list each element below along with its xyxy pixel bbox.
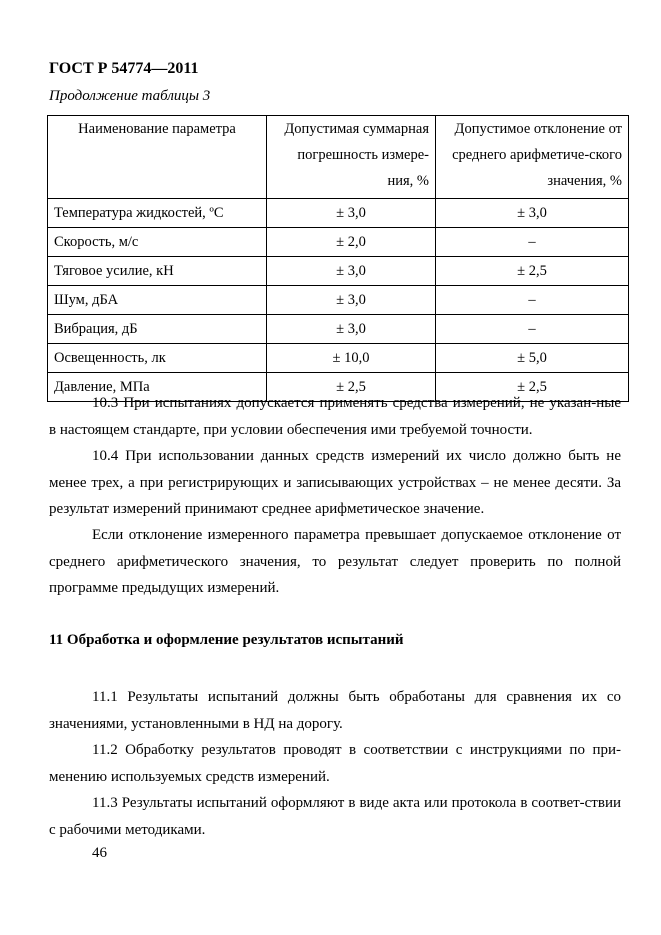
row-name: Вибрация, дБ	[48, 315, 267, 344]
paragraph-10-4: 10.4 При использовании данных средств измерений их число должно быть не менее трех, а при регистрирующих и записывающих устройствах – не менее десяти. За результат измерений принимают среднее арифметическое значение.	[49, 448, 621, 517]
row-total-error: ± 2,0	[267, 228, 436, 257]
table-row	[48, 257, 629, 286]
row-name: Освещенность, лк	[48, 344, 267, 373]
document-header: ГОСТ Р 54774—2011	[49, 60, 199, 77]
section-title: 11 Обработка и оформление результатов испытаний	[49, 632, 404, 648]
row-name: Температура жидкостей, ºС	[48, 199, 267, 228]
row-deviation: ± 5,0	[436, 344, 629, 373]
header-parameter-name: Наименование параметра	[48, 116, 267, 199]
parameters-table	[47, 115, 629, 402]
paragraph-10-3: 10.3 При испытаниях допускается применять средства измерений, не указан-ные в настоящем стандарте, при условии обеспечения ими требуемой точности.	[49, 395, 621, 438]
table-caption: Продолжение таблицы 3	[49, 88, 211, 104]
page-number: 46	[92, 845, 107, 861]
paragraph-11-3: 11.3 Результаты испытаний оформляют в виде акта или протокола в соответ-ствии с рабочими методиками.	[49, 795, 621, 838]
row-deviation: –	[436, 228, 629, 257]
row-total-error: ± 3,0	[267, 199, 436, 228]
row-deviation: –	[436, 286, 629, 315]
table-row	[48, 199, 629, 228]
row-name: Тяговое усилие, кН	[48, 257, 267, 286]
row-total-error: ± 3,0	[267, 315, 436, 344]
table-row	[48, 286, 629, 315]
paragraph-11-2: 11.2 Обработку результатов проводят в соответствии с инструкциями по при-менению используемых средств измерений.	[49, 742, 621, 785]
table-row	[48, 344, 629, 373]
header-deviation: Допустимое отклонение от среднего арифметиче-ского значения, %	[436, 116, 629, 199]
table-header-row	[48, 116, 629, 199]
row-name: Шум, дБА	[48, 286, 267, 315]
row-total-error: ± 3,0	[267, 257, 436, 286]
row-deviation: ± 3,0	[436, 199, 629, 228]
row-deviation: ± 2,5	[436, 257, 629, 286]
row-total-error: ± 10,0	[267, 344, 436, 373]
header-total-error: Допустимая суммарная погрешность измере-ния, %	[267, 116, 436, 199]
row-total-error: ± 3,0	[267, 286, 436, 315]
row-deviation: –	[436, 315, 629, 344]
row-name: Скорость, м/с	[48, 228, 267, 257]
row-deviation: ± 2,5	[436, 373, 629, 402]
table-row	[48, 315, 629, 344]
row-total-error: ± 2,5	[267, 373, 436, 402]
table-row	[48, 228, 629, 257]
paragraph-11-1: 11.1 Результаты испытаний должны быть обработаны для сравнения их со значениями, установленными в НД на дорогу.	[49, 689, 621, 732]
paragraph-deviation: Если отклонение измеренного параметра превышает допускаемое отклонение от среднего арифметического значения, то результат следует проверить по полной программе предыдущих измерений.	[49, 527, 621, 596]
row-name: Давление, МПа	[48, 373, 267, 402]
